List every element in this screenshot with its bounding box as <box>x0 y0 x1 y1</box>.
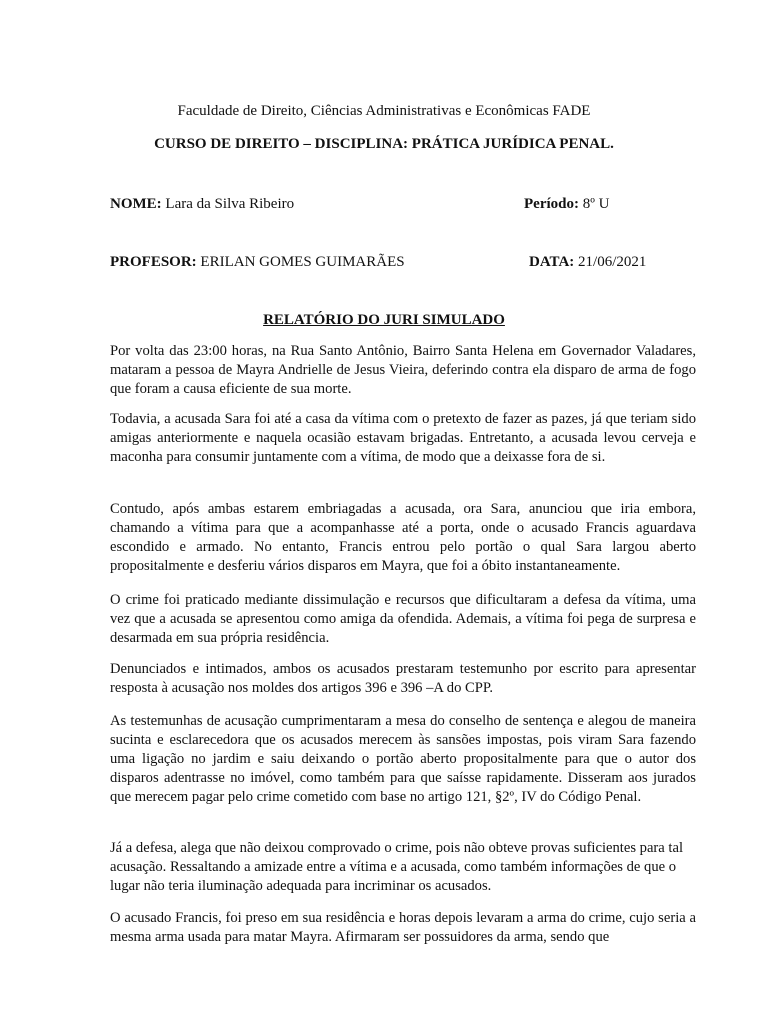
date-value: 21/06/2021 <box>578 254 647 270</box>
period-label: Período: <box>524 196 579 212</box>
paragraph: O crime foi praticado mediante dissimulação e recursos que dificultaram a defesa da vítima, uma vez que a acusada se apresentou como amiga da ofendida. Ademais, a vítima foi pega de surpresa e desarmada em sua própria residência. <box>110 592 696 646</box>
paragraph: Denunciados e intimados, ambos os acusados prestaram testemunho por escrito para apresentar resposta à acusação nos moldes dos artigos 396 e 396 –A do CPP. <box>110 661 696 696</box>
professor-value: ERILAN GOMES GUIMARÃES <box>200 254 405 270</box>
paragraph: O acusado Francis, foi preso em sua residência e horas depois levaram a arma do crime, cujo seria a mesma arma usada para matar Mayra. Afirmaram ser possuidores da arma, sendo que <box>110 910 696 945</box>
paragraph: Todavia, a acusada Sara foi até a casa da vítima com o pretexto de fazer as pazes, já que teriam sido amigas anteriormente e naquela ocasião estavam brigadas. Entretanto, a acusada levou cerveja e maconha para consumir juntamente com a vítima, de modo que a deixasse fora de si. <box>110 411 696 465</box>
professor-line <box>110 254 405 271</box>
paragraph: Já a defesa, alega que não deixou comprovado o crime, pois não obteve provas suficientes para tal acusação. Ressaltando a amizade entre a vítima e a acusada, como também informações de que o lugar não teria iluminação adequada para incriminar os acusados. <box>110 840 683 894</box>
paragraph: Contudo, após ambas estarem embriagadas a acusada, ora Sara, anunciou que iria embora, chamando a vítima para que a acompanhasse até a porta, onde o acusado Francis aguardava escondido e armado. No entanto, Francis entrou pelo portão o qual Sara largou aberto propositalmente e desferiu vários disparos em Mayra, que foi a óbito instantaneamente. <box>110 501 696 574</box>
paragraph: As testemunhas de acusação cumprimentaram a mesa do conselho de sentença e alegou de maneira sucinta e esclarecedora que os acusados merecem às sansões impostas, pois viram Sara fazendo uma ligação no jardim e saiu deixando o portão aberto propositalmente para que o autor dos disparos adentrasse no imóvel, como também para que saísse rapidamente. Disseram aos jurados que merecem pagar pelo crime cometido com base no artigo 121, §2º, IV do Código Penal. <box>110 713 696 805</box>
faculty-header: Faculdade de Direito, Ciências Administrativas e Econômicas FADE <box>177 103 591 119</box>
period-value: 8º U <box>582 196 610 212</box>
report-title: RELATÓRIO DO JURI SIMULADO <box>263 312 505 328</box>
date-line <box>529 254 646 271</box>
paragraph: Por volta das 23:00 horas, na Rua Santo Antônio, Bairro Santa Helena em Governador Valadares, mataram a pessoa de Mayra Andrielle de Jesus Vieira, deferindo contra ela disparo de arma de fogo que foram a causa eficiente de sua morte. <box>110 343 696 397</box>
name-line <box>110 196 294 213</box>
professor-label: PROFESOR: <box>110 254 197 270</box>
name-label: NOME: <box>110 196 162 212</box>
period-line <box>524 196 609 213</box>
course-header: CURSO DE DIREITO – DISCIPLINA: PRÁTICA JURÍDICA PENAL. <box>154 136 614 152</box>
name-value: Lara da Silva Ribeiro <box>165 196 295 212</box>
date-label: DATA: <box>529 254 575 270</box>
